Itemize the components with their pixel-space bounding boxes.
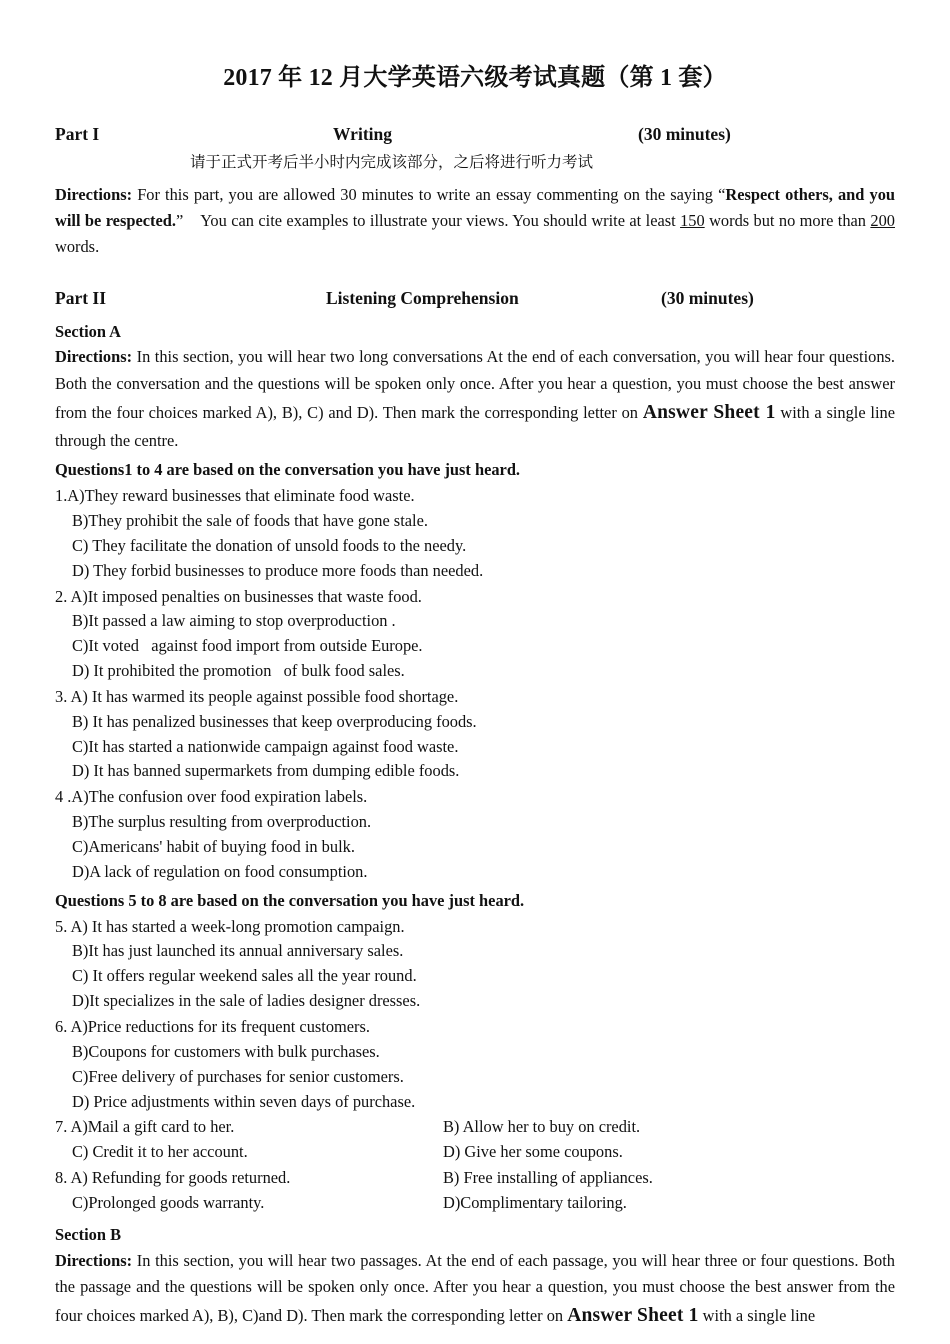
option-c[interactable]: C)It has started a nationwide campaign against food waste. — [72, 736, 459, 756]
option-a[interactable]: 2. A)It imposed penalties on businesses that waste food. — [55, 586, 422, 606]
question-6 — [55, 1015, 895, 1114]
page-title: 2017 年 12 月大学英语六级考试真题（第 1 套） — [223, 65, 727, 91]
option-b[interactable]: B)The surplus resulting from overproduction. — [72, 812, 372, 832]
max-word-count: 200 — [870, 211, 895, 231]
option-b[interactable]: B) Free installing of appliances. — [443, 1168, 653, 1188]
question-8-row-2 — [55, 1191, 895, 1216]
part-one-directions — [55, 182, 900, 261]
option-a[interactable]: 3. A) It has warmed its people against possible food shortage. — [55, 686, 459, 706]
question-7 — [55, 1115, 895, 1165]
part-two-duration: (30 minutes) — [661, 287, 754, 308]
question-7-row-2 — [55, 1140, 895, 1165]
option-c[interactable]: C) It offers regular weekend sales all the year round. — [72, 966, 417, 986]
question-8-row-1 — [55, 1166, 895, 1191]
option-d[interactable]: D) It has banned supermarkets from dumping edible foods. — [72, 761, 460, 781]
section-b-label: Section B — [55, 1225, 122, 1245]
directions-text-mid: ” You can cite examples to illustrate your views. You should write at least — [175, 211, 681, 231]
option-d[interactable]: D) Give her some coupons. — [443, 1142, 623, 1162]
option-b[interactable]: B)Coupons for customers with bulk purchases. — [72, 1041, 380, 1061]
question-4 — [55, 785, 895, 884]
question-2 — [55, 585, 895, 684]
answer-sheet-reference: Answer Sheet 1 — [567, 1305, 699, 1327]
question-8 — [55, 1166, 895, 1216]
option-a[interactable]: 8. A) Refunding for goods returned. — [55, 1168, 291, 1188]
section-b-directions — [55, 1248, 900, 1332]
option-a[interactable]: 4 .A)The confusion over food expiration labels. — [55, 787, 368, 807]
questions-1-4-lead: Questions1 to 4 are based on the conversation you have just heard. — [55, 460, 521, 480]
option-b[interactable]: B)It passed a law aiming to stop overproduction . — [72, 611, 396, 631]
answer-sheet-reference: Answer Sheet 1 — [642, 401, 776, 423]
directions-text-mid2: words but no more than — [704, 211, 871, 231]
option-d[interactable]: D)Complimentary tailoring. — [443, 1193, 627, 1213]
option-c[interactable]: C) Credit it to her account. — [72, 1142, 248, 1162]
directions-text-pre: In this section, you will hear two long conversations At the end of each conversation, you will hear four questions. Both the conversation and the questions will be spoken only once. After you hear a question, you must choose the best answer from the four choices marked A), B), C) and D). Then mark the corresponding letter on — [55, 347, 900, 422]
part-one-heading — [55, 124, 895, 149]
option-a[interactable]: 1.A)They reward businesses that eliminate food waste. — [55, 486, 415, 506]
directions-text-pre: For this part, you are allowed 30 minutes to write an essay commenting on the saying “ — [132, 184, 726, 204]
option-a[interactable]: 6. A)Price reductions for its frequent customers. — [55, 1016, 370, 1036]
directions-text-end: with a single line — [698, 1306, 816, 1326]
option-a[interactable]: 5. A) It has started a week-long promotion campaign. — [55, 916, 405, 936]
option-c[interactable]: C)Free delivery of purchases for senior customers. — [72, 1066, 404, 1086]
directions-text-pre: In this section, you will hear two passages. At the end of each passage, you will hear three or four questions. Both the passage and the questions will be spoken only once. After you hear a question, you must choose the best answer from the four choices marked A), B), C)and D). Then mark the corresponding letter on — [55, 1250, 900, 1326]
option-d[interactable]: D) Price adjustments within seven days of purchase. — [72, 1091, 416, 1111]
option-d[interactable]: D)It specializes in the sale of ladies designer dresses. — [72, 991, 421, 1011]
option-b[interactable]: B) It has penalized businesses that keep overproducing foods. — [72, 711, 477, 731]
option-b[interactable]: B) Allow her to buy on credit. — [443, 1117, 641, 1137]
question-7-row-1 — [55, 1115, 895, 1140]
section-a-label: Section A — [55, 321, 122, 341]
questions-5-8-lead: Questions 5 to 8 are based on the conversation you have just heard. — [55, 890, 525, 910]
page-content — [55, 0, 900, 1332]
question-3 — [55, 685, 895, 784]
directions-label: Directions: — [55, 184, 133, 204]
part-one-label: Part I — [55, 124, 100, 144]
option-a[interactable]: 7. A)Mail a gift card to her. — [55, 1117, 235, 1137]
part-one-title: Writing — [333, 124, 392, 144]
question-5 — [55, 915, 895, 1014]
part-two-label: Part II — [55, 287, 107, 308]
directions-label: Directions: — [55, 1250, 133, 1270]
directions-text-end: words. — [55, 211, 900, 257]
directions-text-end: with a single line through the centre. — [55, 402, 900, 450]
min-word-count: 150 — [680, 211, 705, 231]
option-c[interactable]: C) They facilitate the donation of unsold foods to the needy. — [72, 535, 467, 555]
option-c[interactable]: C)Americans' habit of buying food in bulk. — [72, 836, 355, 856]
chinese-notice: 请于正式开考后半小时内完成该部分，之后将进行听力考试 — [190, 153, 594, 171]
option-b[interactable]: B)It has just launched its annual anniversary sales. — [72, 941, 404, 961]
part-one-duration: (30 minutes) — [638, 124, 731, 144]
question-1 — [55, 484, 895, 583]
option-b[interactable]: B)They prohibit the sale of foods that have gone stale. — [72, 511, 428, 530]
option-d[interactable]: D) They forbid businesses to produce more foods than needed. — [72, 560, 484, 580]
option-d[interactable]: D)A lack of regulation on food consumption. — [72, 861, 368, 881]
part-two-heading — [55, 288, 895, 313]
option-c[interactable]: C)It voted against food import from outside Europe. — [72, 636, 423, 656]
essay-quote: Respect others, and you will be respected. — [55, 184, 900, 231]
section-a-directions — [55, 344, 900, 454]
directions-label: Directions: — [55, 347, 133, 367]
option-d[interactable]: D) It prohibited the promotion of bulk food sales. — [72, 661, 405, 681]
part-two-title: Listening Comprehension — [326, 287, 519, 308]
option-c[interactable]: C)Prolonged goods warranty. — [72, 1193, 265, 1213]
